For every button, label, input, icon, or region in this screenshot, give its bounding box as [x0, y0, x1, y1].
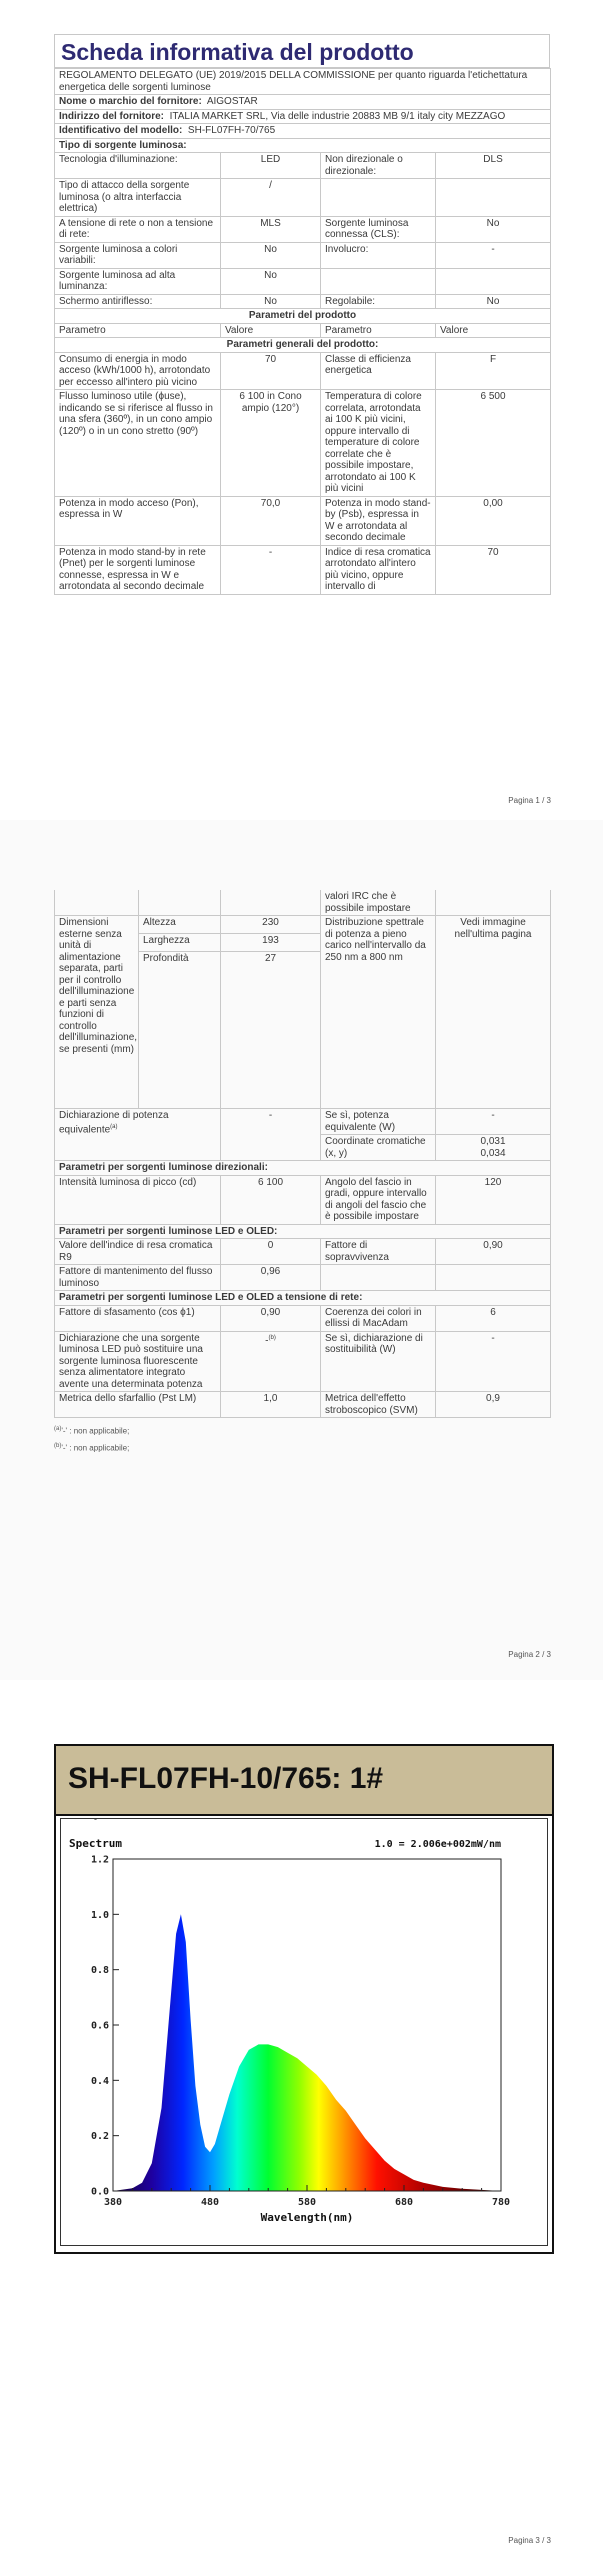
table-row — [55, 179, 551, 217]
survival-value: 0,90 — [436, 1239, 551, 1265]
row-label: A tensione di rete o non a tensione di rete: — [55, 216, 221, 242]
row-value: - — [221, 545, 321, 594]
spectrum-plot-area — [69, 1837, 510, 2224]
supplier-address-row — [55, 109, 551, 124]
equiv-label-cell — [55, 1109, 221, 1161]
y-tick-label: 1.2 — [90, 1854, 109, 1866]
maintenance-label: Fattore di mantenimento del flusso luminoso — [55, 1265, 221, 1291]
table-row — [55, 216, 551, 242]
row-value: No — [221, 294, 321, 309]
footnotes — [54, 1422, 550, 1455]
spectrum-model-title: SH-FL07FH-10/765: 1# — [68, 1762, 384, 1795]
dim-name: Larghezza — [139, 934, 221, 952]
table-row — [55, 496, 551, 545]
pst-label: Metrica dello sfarfallio (Pst LM) — [55, 1392, 221, 1418]
row-label: Temperatura di colore correlata, arrotondata ai 100 K più vicini, oppure intervallo di temperature di colore correlate che è possibile impostare, arrotondato ai 100 K più vicini — [321, 390, 436, 497]
table-row — [55, 268, 551, 294]
table-row — [55, 1109, 551, 1135]
row-label: Potenza in modo stand-by in rete (Pnet) per le sorgenti luminose connesse, espressa in W e arrotondata al secondo decimale — [55, 545, 221, 594]
table-row — [55, 352, 551, 390]
spectrum-area — [113, 1914, 501, 2191]
table-row — [55, 153, 551, 179]
x-tick-label: 780 — [491, 2197, 511, 2208]
dash-mark: - — [94, 1814, 97, 1824]
row-label: Tipo di attacco della sorgente luminosa (o altra interfaccia elettrica) — [55, 179, 221, 217]
row-label: Flusso luminoso utile (ϕuse), indicando se si riferisce al flusso in una sfera (360º), in un cono ampio (120º) o in un cono stretto (90º) — [55, 390, 221, 497]
col-header: Valore — [436, 323, 551, 338]
table-row — [55, 1305, 551, 1331]
row-value: DLS — [436, 153, 551, 179]
chroma-y: 0,034 — [480, 1147, 506, 1159]
row-label: Schermo antiriflesso: — [55, 294, 221, 309]
power-factor-value: 0,90 — [221, 1305, 321, 1331]
spectrum-header — [56, 1746, 552, 1816]
params-table — [54, 890, 551, 1418]
beam-label: Angolo del fascio in gradi, oppure intervallo di angoli del fascio che è possibile impostare — [321, 1175, 436, 1224]
footnote-text: '-' : non applicabile; — [61, 1426, 130, 1436]
equiv-w-value: - — [436, 1109, 551, 1135]
row-label: Sorgente luminosa a colori variabili: — [55, 242, 221, 268]
model-id: SH-FL07FH-70/765 — [187, 125, 276, 136]
page-number: Pagina 1 / 3 — [508, 796, 551, 805]
table-row — [55, 1239, 551, 1265]
row-value: 70 — [436, 545, 551, 594]
row-value: F — [436, 352, 551, 390]
survival-label: Fattore di sopravvivenza — [321, 1239, 436, 1265]
table-row — [55, 916, 551, 934]
row-value: LED — [221, 153, 321, 179]
replace-w-value: - — [436, 1331, 551, 1392]
x-tick-label: 580 — [297, 2197, 317, 2208]
row-label: valori IRC che è possibile impostare — [321, 890, 436, 916]
svm-label: Metrica dell'effetto stroboscopico (SVM) — [321, 1392, 436, 1418]
dim-name: Altezza — [139, 916, 221, 934]
chroma-label: Coordinate cromatiche (x, y) — [321, 1135, 436, 1161]
row-label — [321, 268, 436, 294]
table-row — [55, 1175, 551, 1224]
row-value: No — [436, 294, 551, 309]
equiv-label: Dichiarazione di potenza equivalente — [59, 1110, 169, 1135]
row-value: - — [436, 242, 551, 268]
replace-label: Dichiarazione che una sorgente luminosa LED può sostituire una sorgente luminosa fluorescente senza alimentatore integrato avente una determinata potenza — [55, 1331, 221, 1392]
power-factor-label: Fattore di sfasamento (cos ϕ1) — [55, 1305, 221, 1331]
row-value: No — [221, 268, 321, 294]
row-label: Sorgente luminosa ad alta luminanza: — [55, 268, 221, 294]
page-3 — [0, 1680, 603, 2560]
row-label: Consumo di energia in modo acceso (kWh/1000 h), arrotondato per eccesso all'intero più vicino — [55, 352, 221, 390]
svm-value: 0,9 — [436, 1392, 551, 1418]
col-header: Parametro — [55, 323, 221, 338]
page-number: Pagina 2 / 3 — [508, 1650, 551, 1659]
source-type-label: Tipo di sorgente luminosa: — [55, 138, 551, 153]
footnote-a — [54, 1422, 550, 1439]
chroma-values — [436, 1135, 551, 1161]
maintenance-value: 0,96 — [221, 1265, 321, 1291]
model-label: Identificativo del modello: — [59, 125, 183, 136]
peak-label: Intensità luminosa di picco (cd) — [55, 1175, 221, 1224]
row-value: 70,0 — [221, 496, 321, 545]
x-tick-label: 480 — [200, 2197, 220, 2208]
y-tick-label: 0.2 — [90, 2131, 109, 2143]
page-1 — [0, 0, 603, 820]
row-value — [436, 268, 551, 294]
r9-label: Valore dell'indice di resa cromatica R9 — [55, 1239, 221, 1265]
supplier-address: ITALIA MARKET SRL, Via delle industrie 20883 MB 9/1 italy city MEZZAGO — [169, 110, 506, 122]
x-tick-label: 380 — [103, 2197, 123, 2208]
page-title: Scheda informativa del prodotto — [54, 34, 550, 68]
row-value: / — [221, 179, 321, 217]
col-header: Valore — [221, 323, 321, 338]
table-row — [55, 390, 551, 497]
r9-value: 0 — [221, 1239, 321, 1265]
pst-value: 1,0 — [221, 1392, 321, 1418]
row-value: 70 — [221, 352, 321, 390]
row-label: Tecnologia d'illuminazione: — [55, 153, 221, 179]
info-table — [54, 68, 551, 595]
row-label: Regolabile: — [321, 294, 436, 309]
spectrum-chart-box — [60, 1818, 548, 2246]
chroma-x: 0,031 — [480, 1136, 506, 1147]
row-value: 6 100 in Cono ampio (120°) — [221, 390, 321, 497]
table-row — [55, 1392, 551, 1418]
spectrum-chart — [61, 1819, 547, 2245]
footnote-text: '-' : non applicabile; — [61, 1443, 130, 1453]
dimensions-label: Dimensioni esterne senza unità di alimentazione separata, parti per il controllo dell'illuminazione e parti senza funzioni di controllo dell'illuminazione, se presenti (mm) — [55, 916, 139, 1109]
product-sheet — [54, 34, 550, 595]
footnote-marker: (b) — [54, 1442, 62, 1449]
mains-title: Parametri per sorgenti luminose LED e OLED a tensione di rete: — [55, 1291, 551, 1306]
row-label: Sorgente luminosa connessa (CLS): — [321, 216, 436, 242]
page-2 — [0, 820, 603, 1680]
dim-name: Profondità — [139, 952, 221, 1109]
column-header-row — [55, 323, 551, 338]
row-label: Involucro: — [321, 242, 436, 268]
footnote-ref: (b) — [268, 1334, 276, 1341]
page-number: Pagina 3 / 3 — [508, 2536, 551, 2545]
row-label: Indice di resa cromatica arrotondato all'intero più vicino, oppure intervallo di — [321, 545, 436, 594]
row-label: Classe di efficienza energetica — [321, 352, 436, 390]
table-row — [55, 545, 551, 594]
supplier-name: AIGOSTAR — [206, 96, 258, 107]
dim-value: 230 — [221, 916, 321, 934]
product-sheet-continued — [54, 890, 550, 1455]
dim-value: 193 — [221, 934, 321, 952]
macadam-label: Coerenza dei colori in ellissi di MacAdam — [321, 1305, 436, 1331]
y-tick-label: 0.4 — [90, 2075, 109, 2087]
table-row — [55, 242, 551, 268]
row-value: No — [221, 242, 321, 268]
footnote-ref: (a) — [110, 1123, 118, 1130]
led-title: Parametri per sorgenti luminose LED e OLED: — [55, 1224, 551, 1239]
equiv-w-label: Se sì, potenza equivalente (W) — [321, 1109, 436, 1135]
table-row — [55, 1265, 551, 1291]
chart-annotation: 1.0 = 2.006e+002mW/nm — [374, 1839, 501, 1850]
supplier-address-label: Indirizzo del fornitore: — [59, 110, 164, 122]
row-label: Potenza in modo acceso (Pon), espressa in W — [55, 496, 221, 545]
replace-value-cell — [221, 1331, 321, 1392]
model-row — [55, 124, 551, 139]
row-value: MLS — [221, 216, 321, 242]
replace-value: - — [265, 1334, 269, 1346]
spd-value: Vedi immagine nell'ultima pagina — [436, 916, 551, 1109]
spectrum-frame — [54, 1744, 554, 2254]
y-tick-label: 1.0 — [90, 1909, 109, 1921]
y-tick-label: 0.8 — [90, 1965, 109, 1977]
table-row — [55, 890, 551, 916]
regulation-text: REGOLAMENTO DELEGATO (UE) 2019/2015 DELLA COMMISSIONE per quanto riguarda l'etichettatura energetica delle sorgenti luminose — [55, 69, 551, 95]
col-header: Parametro — [321, 323, 436, 338]
general-params-title: Parametri generali del prodotto: — [55, 338, 551, 353]
params-title: Parametri del prodotto — [55, 309, 551, 324]
macadam-value: 6 — [436, 1305, 551, 1331]
directional-title: Parametri per sorgenti luminose direzionali: — [55, 1161, 551, 1176]
footnote-marker: (a) — [54, 1426, 62, 1432]
spd-label: Distribuzione spettrale di potenza a pieno carico nell'intervallo da 250 nm a 800 nm — [321, 916, 436, 1109]
table-row — [55, 1331, 551, 1392]
row-value: 0,00 — [436, 496, 551, 545]
row-value: 6 500 — [436, 390, 551, 497]
supplier-name-label: Nome o marchio del fornitore: — [59, 96, 202, 107]
equiv-value: - — [221, 1109, 321, 1161]
row-label — [321, 179, 436, 217]
supplier-name-row — [55, 95, 551, 110]
y-tick-label: 0.6 — [90, 2020, 109, 2032]
footnote-b — [54, 1439, 550, 1456]
dim-value: 27 — [221, 952, 321, 1109]
row-value — [436, 179, 551, 217]
x-tick-label: 680 — [394, 2197, 414, 2208]
row-label: Non direzionale o direzionale: — [321, 153, 436, 179]
peak-value: 6 100 — [221, 1175, 321, 1224]
y-tick-label: 0.0 — [90, 2186, 109, 2198]
x-axis-label: Wavelength(nm) — [260, 2211, 354, 2224]
chart-title: Spectrum — [69, 1837, 122, 1850]
beam-value: 120 — [436, 1175, 551, 1224]
row-label: Potenza in modo stand-by (Psb), espressa in W e arrotondata al secondo decimale — [321, 496, 436, 545]
table-row — [55, 294, 551, 309]
row-value: No — [436, 216, 551, 242]
replace-w-label: Se sì, dichiarazione di sostituibilità (W) — [321, 1331, 436, 1392]
